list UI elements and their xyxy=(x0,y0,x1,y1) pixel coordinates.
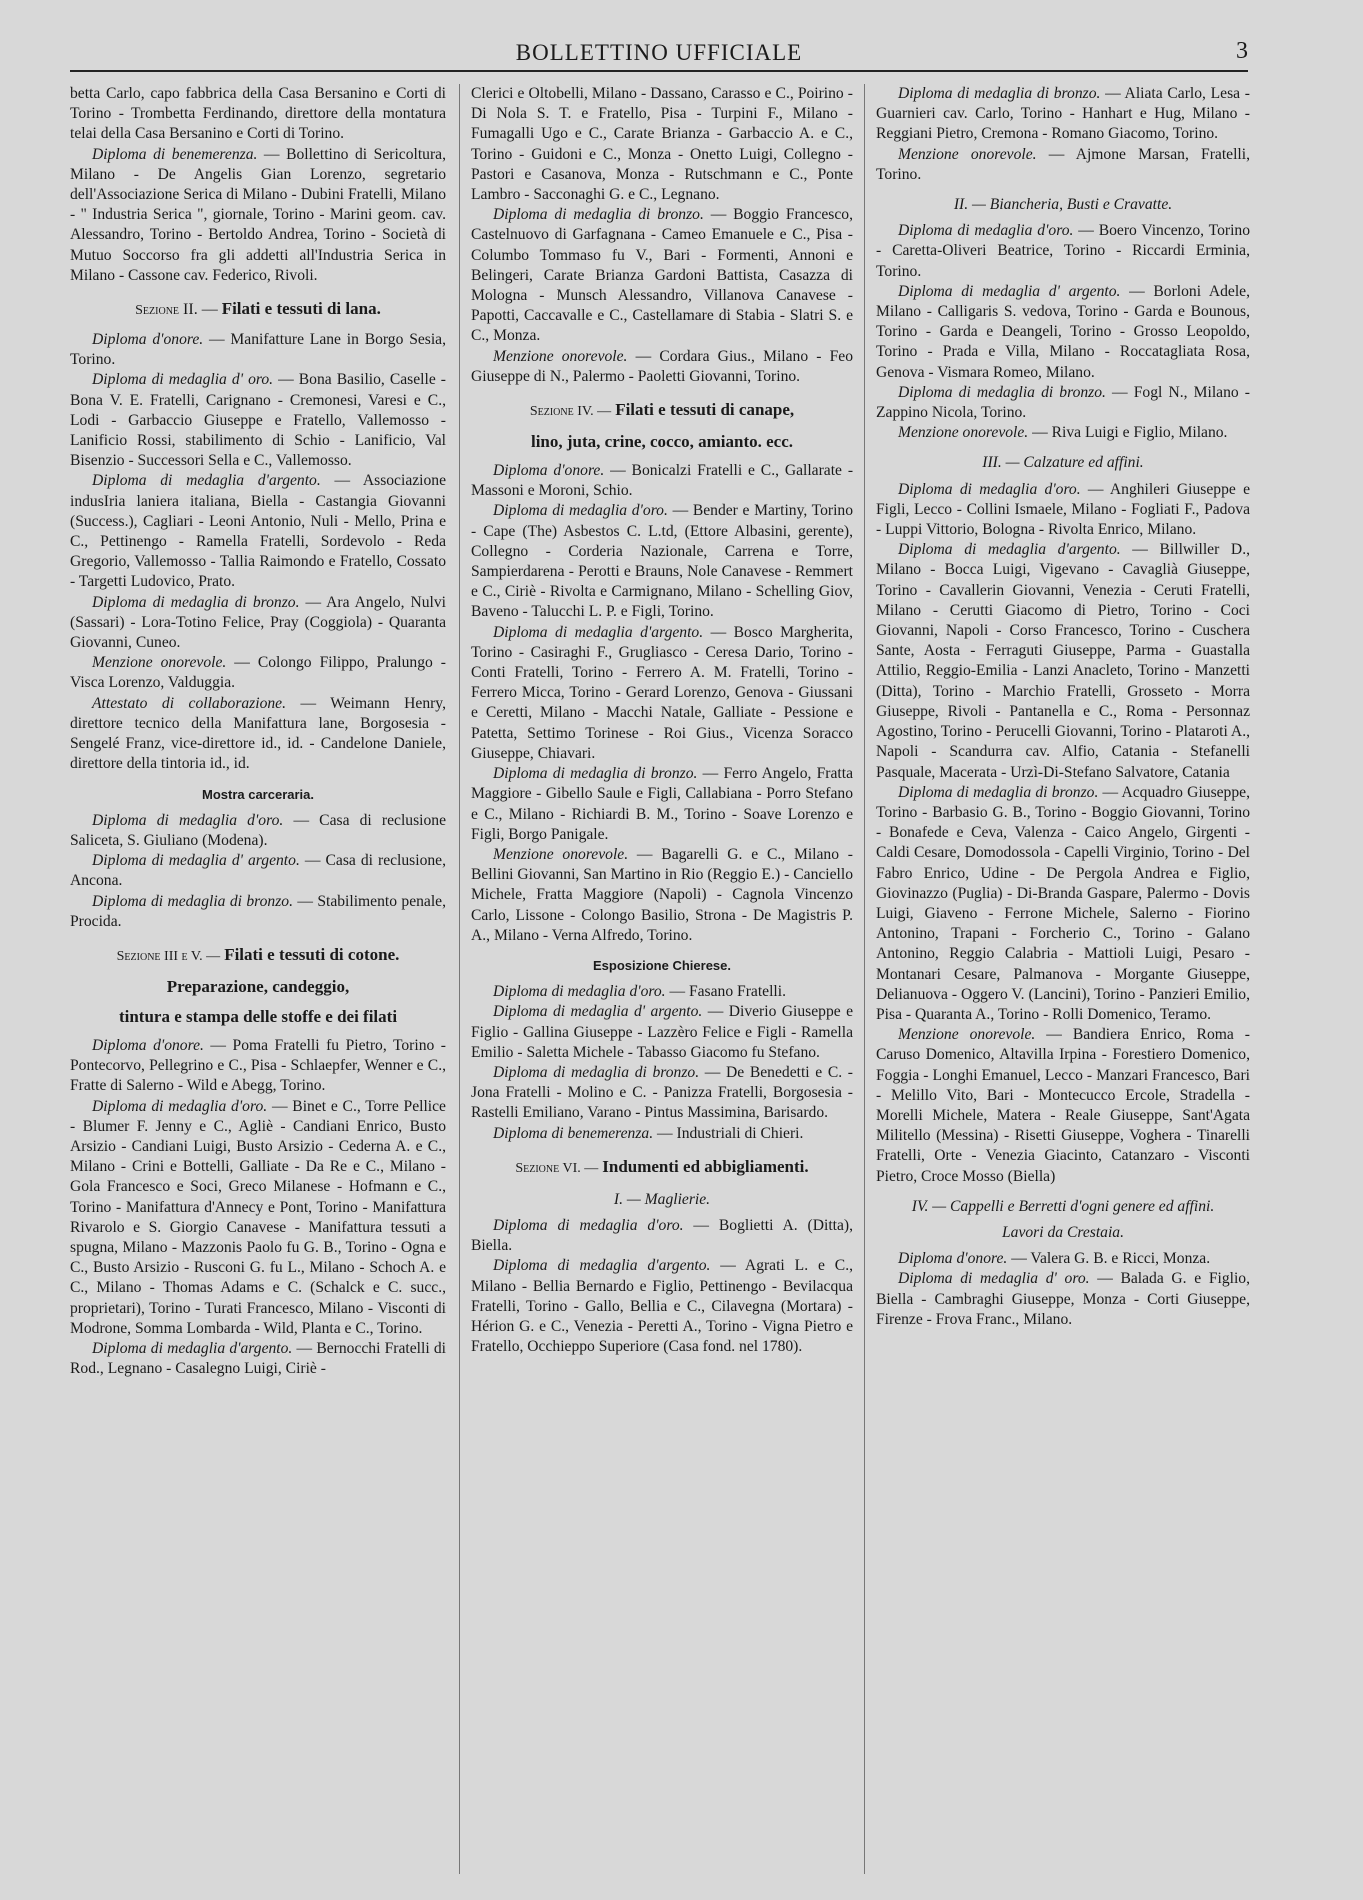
section-prefix: Sezione xyxy=(135,303,180,319)
paragraph xyxy=(876,221,1250,282)
award-text: — Industriali di Chieri. xyxy=(653,1124,804,1142)
award-label: Diploma di medaglia d'oro. xyxy=(92,1097,268,1115)
award-text: — Boggio Francesco, Castelnuovo di Garfagnana - Cameo Emanuele e C., Pisa - Columbo Tommaso fu V., Bari - Formenti, Annoni e Belingeri, Carate Brianza Gardoni Battista, Casazza di Mologna - Munsch Alessandro, Villanova Canavese - Papotti, Caccavalle e C., Castellamare di Stabia - Slatri S. e C., Monza. xyxy=(471,206,853,345)
page-header xyxy=(70,38,1248,72)
paragraph xyxy=(70,1339,446,1379)
section-prefix: Sezione VI. — xyxy=(515,1160,599,1176)
award-text: — Diverio Giuseppe e Figlio - Gallina Giuseppe - Lazzèro Felice e Figli - Ramella Emilio - Saletta Michele - Tabasso Giacomo fu Stefano. xyxy=(471,1003,853,1061)
section-heading xyxy=(471,399,853,423)
paragraph xyxy=(876,84,1250,145)
award-label: Menzione onorevole. xyxy=(493,845,629,863)
award-text: — Boero Vincenzo, Torino - Caretta-Oliveri Beatrice, Torino - Riccardi Erminia, Torino. xyxy=(876,222,1250,280)
award-label: Diploma di medaglia d'oro. xyxy=(898,480,1081,498)
paragraph xyxy=(70,145,446,286)
award-text: — Fogl N., Milano - Zappino Nicola, Torino. xyxy=(876,383,1250,422)
award-text: — Bender e Martiny, Torino - Cape (The) Asbestos C. L.td, (Ettore Albasini, gerente), Collegno - Corderia Nazionale, Carrena e Torre, Sampierdarena - Perotti e Brauns, Nole Canavese - Remmert e C., Ciriè - Rivolta e Carmignano, Milano - Schelling Giov, Baveno - Talucchi L. P. e Figli, Torino. xyxy=(471,502,853,621)
paragraph xyxy=(471,1002,853,1063)
section-heading xyxy=(70,944,446,968)
paragraph xyxy=(70,1036,446,1097)
section-heading xyxy=(471,1156,853,1180)
award-label: Diploma di medaglia di bronzo. xyxy=(92,593,300,611)
award-label: Diploma d'onore. xyxy=(493,462,605,480)
award-text: — Bernocchi Fratelli di Rod., Legnano - Casalegno Luigi, Ciriè - xyxy=(70,1339,446,1378)
paragraph xyxy=(70,471,446,592)
award-text: — Borloni Adele, Milano - Calligaris S. vedova, Torino - Garda e Bounous, Torino - Garda e Deangeli, Torino - Grosso Leopoldo, Torino - Prada e Villa, Milano - Roccatagliata Rosa, Genova - Vismara Romeo, Milano. xyxy=(876,282,1250,381)
section-title: Indumenti ed abbigliamenti. xyxy=(602,1156,809,1176)
subsection-heading: III. — Calzature ed affini. xyxy=(982,454,1144,472)
award-text: — Bosco Margherita, Torino - Casiraghi F., Grugliasco - Ceresa Dario, Torino - Conti Fratelli, Torino - Ferrero A. M. Fratelli, Torino - Ferrero Micca, Torino - Gerard Lorenzo, Genova - Giussani e Ceretti, Milano - Macchi Natale, Galliate - Pessione e Patetta, Settimo Torinese - Roi Gius., Vicenza Soracco Giuseppe, Chiavari. xyxy=(471,623,853,762)
paragraph xyxy=(876,145,1250,185)
page-number: 3 xyxy=(1236,38,1248,64)
award-text: — Bagarelli G. e C., Milano - Bellini Giovanni, San Martino in Rio (Reggio E.) - Canciello Michele, Fratta Maggiore (Napoli) - Cagnola Vincenzo Carlo, Lissone - Colongo Basilio, Strona - De Magistris P. A., Milano - Verna Alfredo, Torino. xyxy=(471,845,853,944)
column-3 xyxy=(876,84,1250,1330)
subsection-heading: II. — Biancheria, Busti e Cravatte. xyxy=(953,196,1173,214)
award-text: — Bona Basilio, Caselle - Bona V. E. Fratelli, Carignano - Cremonesi, Varesi e C., Lodi - Garbaccio Giuseppe e Fratello, Vallemosso - Lanificio Rossi, stabilimento di Schio - Lanificio, Val Bisenzio - Successori Sella e C., Vallemosso. xyxy=(70,371,446,470)
paragraph xyxy=(471,347,853,387)
award-text: — Binet e C., Torre Pellice - Blumer F. Jenny e C., Agliè - Candiani Enrico, Busto Arsizio - Candiani Luigi, Busto Arsizio - Cederna A. e C., Milano - Crini e Bottelli, Galliate - Da Re e C., Milano - Gola Francesco e Soci, Greco Milanese - Hofmann e C., Torino - Manifattura d'Annecy e Pont, Torino - Manifattura Rivarolo e S. Giorgio Canavese - Manifattura tessuti a spugna, Milano - Mazzonis Paolo fu G. B., Torino - Ogna e C., Busto Arsizio - Rusconi G. fu L., Milano - Schoch A. e C., Milano - Thomas Adams e C. (Schalck e C. succ., proprietari), Torino - Turati Francesco, Milano - Visconti di Modrone, Somma Lombarda - Wild, Planta e C., Torino. xyxy=(70,1097,446,1337)
paragraph xyxy=(876,480,1250,541)
award-text: — Ferro Angelo, Fratta Maggiore - Gibello Saule e Figli, Callabiana - Porro Stefano e C., Milano - Richiardi B. M., Torino - Soave Lorenzo e Figli, Borgo Panigale. xyxy=(471,765,853,843)
paragraph xyxy=(876,540,1250,782)
award-label: Diploma di medaglia d'oro. xyxy=(493,1216,684,1234)
section-title: Filati e tessuti di cotone. xyxy=(224,944,400,964)
paragraph xyxy=(70,370,446,471)
paragraph xyxy=(471,1256,853,1357)
award-text: — Bandiera Enrico, Roma - Caruso Domenico, Altavilla Irpina - Forestiero Domenico, Foggia - Longhi Emanuel, Lecco - Manzari Francesco, Bari - Melillo Vito, Bari - Montecucco Ercole, Stradella - Morelli Michele, Matera - Reale Giuseppe, Sant'Agata Militello (Messina) - Risetti Giuseppe, Voghera - Tinarelli Fratelli, Orte - Venezia Giacinto, Catanzaro - Visconti Pietro, Croce Mosso (Biella) xyxy=(876,1026,1250,1185)
award-label: Diploma di medaglia d'argento. xyxy=(92,1339,293,1357)
award-text: — Casa di reclusione, Ancona. xyxy=(70,852,446,890)
column-divider xyxy=(864,84,865,1874)
award-label: Diploma di medaglia di bronzo. xyxy=(493,206,704,224)
subsection-heading: I. — Maglierie. xyxy=(613,1190,711,1208)
paragraph xyxy=(876,1269,1250,1330)
award-text: — Aliata Carlo, Lesa - Guarnieri cav. Carlo, Torino - Hanhart e Hug, Milano - Reggiani Pietro, Cremona - Romano Giacomo, Torino. xyxy=(876,85,1250,143)
award-label: Diploma di medaglia di bronzo. xyxy=(898,85,1101,102)
subheading: Mostra carceraria. xyxy=(201,786,314,802)
paragraph xyxy=(471,623,853,764)
column-1 xyxy=(70,84,446,1379)
column-divider xyxy=(459,84,460,1874)
paragraph xyxy=(70,892,446,932)
award-label: Menzione onorevole. xyxy=(898,424,1029,442)
award-label: Diploma di medaglia d'argento. xyxy=(92,472,321,490)
section-number: II. — xyxy=(183,301,218,319)
award-text: — De Benedetti e C. - Jona Fratelli - Molino e C. - Panizza Fratelli, Borgosesia - Rastelli Emiliano, Varano - Pintus Massimina, Barisardo. xyxy=(471,1063,853,1122)
award-text: — Valera G. B. e Ricci, Monza. xyxy=(1007,1250,1211,1268)
paragraph xyxy=(70,593,446,654)
award-text: — Fasano Fratelli. xyxy=(665,983,786,1001)
paragraph: Clerici e Oltobelli, Milano - Dassano, Carasso e C., Poirino - Di Nola S. T. e Fratello, Pisa - Turpini F., Milano - Fumagalli Ugo e C., Carate Brianza - Garbaccio A. e C., Torino - Guidoni e C., Monza - Onetto Luigi, Collegno - Pastori e Casanova, Monza - Rutschmann e C., Ponte Lambro - Sacconaghi G. e C., Legnano. xyxy=(471,85,853,204)
paragraph xyxy=(876,783,1250,1025)
paragraph xyxy=(876,1249,1250,1269)
paragraph xyxy=(70,811,446,851)
award-label: Menzione onorevole. xyxy=(92,654,227,672)
paragraph xyxy=(471,1063,853,1124)
award-text: — Manifatture Lane in Borgo Sesia, Torino. xyxy=(70,331,447,369)
award-text: — Weimann Henry, direttore tecnico della Manifattura lane, Borgosesia - Sengelé Franz, vice-direttore id., id. - Candelone Daniele, direttore della tintoria id., id. xyxy=(70,694,446,773)
section-prefix: Sezione IV. — xyxy=(529,404,612,420)
subheading: Esposizione Chierese. xyxy=(593,957,731,973)
section-title: Filati e tessuti di lana. xyxy=(221,299,381,319)
award-label: Diploma d'onore. xyxy=(92,331,204,349)
paragraph xyxy=(876,1025,1250,1187)
section-title: Filati e tessuti di canape, xyxy=(615,400,795,420)
award-label: Diploma di medaglia d' argento. xyxy=(92,852,300,870)
award-label: Menzione onorevole. xyxy=(898,145,1037,163)
award-label: Diploma d'onore. xyxy=(898,1250,1008,1268)
award-label: Diploma di medaglia di bronzo. xyxy=(493,1063,700,1081)
paragraph xyxy=(876,282,1250,383)
award-label: Diploma di medaglia d'argento. xyxy=(898,541,1121,559)
award-label: Diploma di medaglia di bronzo. xyxy=(898,783,1099,801)
paragraph xyxy=(876,383,1250,423)
award-label: Attestato di collaborazione. xyxy=(92,694,286,712)
paragraph xyxy=(471,501,853,622)
award-label: Diploma di medaglia d' oro. xyxy=(898,1270,1090,1288)
section-prefix: Sezione III e V. — xyxy=(116,948,221,964)
column-2 xyxy=(471,84,853,1357)
award-text: — Agrati L. e C., Milano - Bellia Bernardo e Figlio, Pettinengo - Bevilacqua Fratelli, Torino - Gallo, Bellia e C., Cilavegna (Mortara) - Hérion G. e C., Venezia - Peretti A., Torino - Vigna Pietro e Fratello, Occhieppo Superiore (Casa fond. nel 1780). xyxy=(471,1257,854,1356)
paragraph xyxy=(70,330,446,370)
paragraph xyxy=(70,694,446,775)
award-text: — Casa di reclusione Saliceta, S. Giuliano (Modena). xyxy=(70,811,446,849)
award-label: Diploma di medaglia d'argento. xyxy=(493,623,704,641)
award-text: — Acquadro Giuseppe, Torino - Barbasio G. B., Torino - Boggio Giovanni, Torino - Bonafede e Ceva, Valenza - Caico Angelo, Girgenti - Caldi Cesare, Domodossola - Capelli Virginio, Torino - Del Fabro Enrico, Udine - De Pergola Andrea e Figlio, Giovinazzo (Puglia) - Di-Branda Gaspare, Palermo - Dovis Luigi, Giaveno - Ferrone Michele, Salerno - Fiorino Antonino, Trapani - Forcherio C., Torino - Galano Antonino, Reggio Calabria - Mattioli Luigi, Pesaro - Montanari Cesare, Palmanova - Morgante Giuseppe, Delianuova - Oggero V. (Lancini), Torino - Panzieri Emilio, Pisa - Quaranta A., Torino - Rolli Domenico, Teramo. xyxy=(876,783,1250,1023)
award-label: Diploma di medaglia d'oro. xyxy=(898,222,1074,240)
paragraph xyxy=(471,982,853,1002)
award-text: — Cordara Gius., Milano - Feo Giuseppe di N., Palermo - Paoletti Giovanni, Torino. xyxy=(471,347,853,385)
paragraph xyxy=(70,653,446,693)
award-text: — Associazione indusIria laniera italiana, Biella - Castangia Giovanni (Success.), Cagliari - Leoni Antonio, Nuli - Mello, Prina e C., Pettinengo - Ramella Fratelli, Sordevolo - Reda Gregorio, Vallemosso - Tallia Raimondo e Fratello, Cossato - Targetti Ludovico, Prato. xyxy=(70,472,447,591)
section-heading xyxy=(70,298,446,322)
award-text: — Boglietti A. (Ditta), Biella. xyxy=(471,1216,853,1255)
award-text: — Ajmone Marsan, Fratelli, Torino. xyxy=(876,145,1250,183)
award-label: Diploma di medaglia d' argento. xyxy=(898,282,1121,300)
award-text: — Colongo Filippo, Pralungo - Visca Lorenzo, Valduggia. xyxy=(70,654,447,692)
award-text: — Balada G. e Figlio, Biella - Cambraghi Giuseppe, Monza - Corti Giuseppe, Firenze - Frova Franc., Milano. xyxy=(876,1270,1250,1328)
award-label: Menzione onorevole. xyxy=(493,347,628,365)
section-subtitle: Preparazione, candeggio, xyxy=(166,976,350,996)
award-label: Diploma di benemerenza. xyxy=(493,1124,654,1142)
award-label: Diploma di medaglia d' argento. xyxy=(493,1003,703,1021)
award-label: Diploma di medaglia d'oro. xyxy=(493,502,668,520)
award-label: Diploma di medaglia di bronzo. xyxy=(898,383,1106,401)
paragraph xyxy=(70,1097,446,1339)
paragraph xyxy=(471,1216,853,1256)
award-label: Diploma d'onore. xyxy=(92,1036,204,1054)
award-text: — Riva Luigi e Figlio, Milano. xyxy=(1028,424,1228,442)
award-text: — Stabilimento penale, Procida. xyxy=(70,892,446,930)
section-subtitle: lino, juta, crine, cocco, amianto. ecc. xyxy=(530,432,793,452)
award-label: Diploma di medaglia d'oro. xyxy=(92,811,284,829)
paragraph: betta Carlo, capo fabbrica della Casa Bersanino e Corti di Torino - Trombetta Ferdinando, direttore della montatura telai della Casa Bersanino e Corti di Torino. xyxy=(70,85,446,143)
paragraph xyxy=(471,461,853,501)
page-title: BOLLETTINO UFFICIALE xyxy=(515,40,803,65)
paragraph xyxy=(471,764,853,845)
paragraph xyxy=(876,423,1250,443)
paragraph xyxy=(70,851,446,891)
award-label: Diploma di benemerenza. xyxy=(92,145,258,163)
award-text: — Bollettino di Sericoltura, Milano - De Angelis Gian Lorenzo, segretario dell'Associazione Serica di Milano - Dubini Fratelli, Milano - " Industria Serica ", giornale, Torino - Marini geom. cav. Alessandro, Torino - Bertoldo Andrea, Torino - Società di Mutuo Soccorso fra gli addetti all'Industria Serica in Milano - Cassone cav. Federico, Rivoli. xyxy=(70,145,446,284)
award-text: — Anghileri Giuseppe e Figli, Lecco - Collini Ismaele, Milano - Fogliati F., Padova - Luppi Vittorio, Bologna - Rivolta Enrico, Milano. xyxy=(876,480,1250,539)
paragraph xyxy=(471,845,853,946)
subsection-heading: IV. — Cappelli e Berretti d'ogni genere ed affini. xyxy=(911,1197,1215,1215)
subsection-heading: Lavori da Crestaia. xyxy=(1001,1223,1125,1241)
award-text: — Ara Angelo, Nulvi (Sassari) - Lora-Totino Felice, Pray (Coggiola) - Quaranta Giovanni, Cuneo. xyxy=(70,593,446,652)
award-text: — Billwiller D., Milano - Bocca Luigi, Vigevano - Cavaglià Giuseppe, Torino - Cavallerin Giovanni, Venezia - Ceruti Fratelli, Milano - Cerutti Giacomo di Pietro, Torino - Coci Giovanni, Napoli - Corso Francesco, Torino - Cuschera Sante, Aosta - Ferraguti Giuseppe, Parma - Guastalla Attilio, Reggio-Emilia - Lanzi Anacleto, Torino - Manzetti (Ditta), Torino - Marchio Fratelli, Grosseto - Morra Giuseppe, Rivoli - Pantanella e C., Roma - Personnaz Agostino, Torino - Perucelli Giovanni, Torino - Plataroti A., Napoli - Scandurra cav. Alfio, Catania - Stefanelli Pasquale, Macerata - Urzì-Di-Stefano Salvatore, Catania xyxy=(876,541,1250,781)
award-label: Diploma di medaglia d'oro. xyxy=(493,983,666,1001)
award-label: Menzione onorevole. xyxy=(898,1026,1036,1044)
section-subtitle: tintura e stampa delle stoffe e dei filati xyxy=(118,1006,398,1026)
paragraph xyxy=(471,1124,853,1144)
award-label: Diploma di medaglia di bronzo. xyxy=(493,765,698,783)
award-text: — Bonicalzi Fratelli e C., Gallarate - Massoni e Moroni, Schio. xyxy=(471,462,854,500)
award-label: Diploma di medaglia di bronzo. xyxy=(92,892,293,910)
award-text: — Poma Fratelli fu Pietro, Torino - Pontecorvo, Pellegrino e C., Pisa - Schlaepfer, Wenner e C., Fratte di Salerno - Wild e Abegg, Torino. xyxy=(70,1036,446,1095)
paragraph xyxy=(471,205,853,346)
award-label: Diploma di medaglia d' oro. xyxy=(92,371,274,389)
award-label: Diploma di medaglia d'argento. xyxy=(493,1257,711,1275)
